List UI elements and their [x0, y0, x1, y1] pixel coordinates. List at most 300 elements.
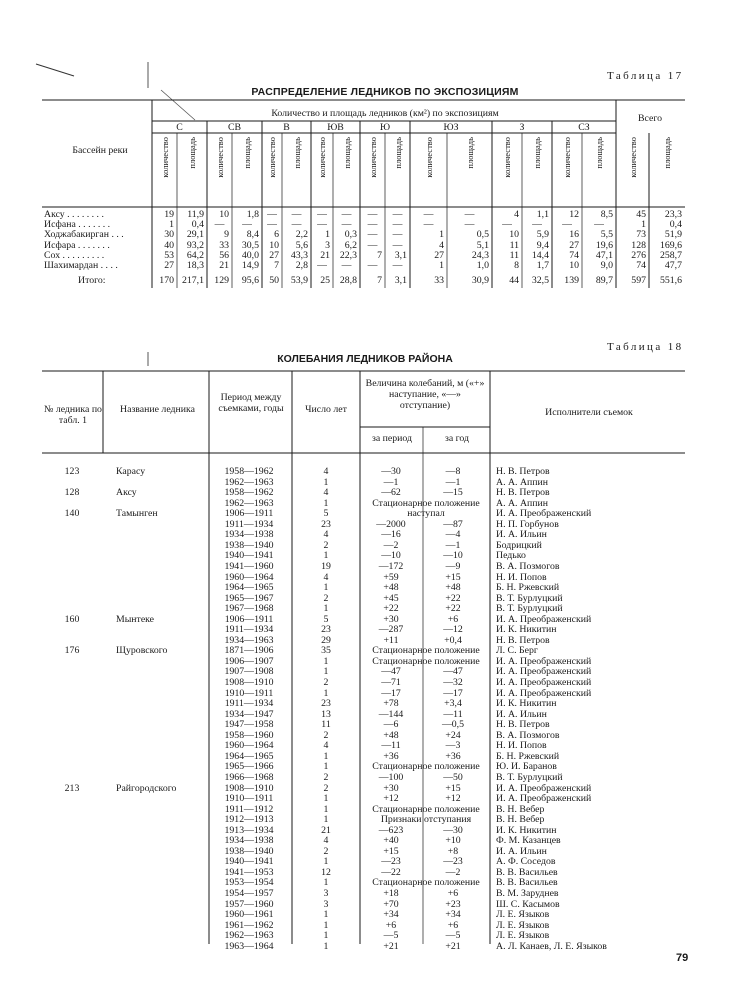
- cell-value: —: [267, 209, 277, 220]
- table17-basin-header: Бассейн реки: [72, 145, 128, 156]
- years-count: 11: [321, 719, 331, 731]
- cell-value: 10: [509, 229, 519, 241]
- basin-name: Исфана . . . . . . .: [44, 219, 111, 231]
- table-row: [0, 720, 729, 731]
- years-count: 1: [323, 687, 329, 699]
- years-count: 12: [321, 866, 331, 878]
- cell-value: 28,8: [339, 275, 357, 286]
- surveyor-name: И. А. Ильин: [496, 708, 547, 720]
- area-subheader: площадь: [594, 137, 604, 169]
- surveyor-name: Н. П. Горбунов: [496, 518, 559, 530]
- surveyor-name: А. А. Аппин: [496, 497, 548, 509]
- survey-period: 1940—1941: [224, 550, 274, 562]
- survey-period: 1958—1960: [224, 729, 274, 741]
- exposure-header-4: Ю: [379, 122, 391, 133]
- survey-period: 1967—1968: [224, 603, 274, 615]
- cell-value: —: [242, 219, 252, 231]
- cell-value: 7: [274, 260, 279, 271]
- survey-period: 1938—1940: [224, 539, 274, 551]
- cell-value: 1,1: [536, 209, 549, 220]
- years-count: 1: [323, 655, 329, 667]
- years-count: 1: [323, 930, 329, 942]
- years-count: 2: [323, 771, 329, 783]
- table-row: [0, 583, 729, 594]
- survey-period: 1907—1908: [224, 666, 274, 678]
- cell-value: 27: [269, 249, 279, 261]
- table-row: [0, 573, 729, 584]
- years-count: 1: [323, 550, 329, 562]
- table-row: [0, 868, 729, 879]
- change-per-period: —144: [378, 708, 404, 720]
- surveyor-name: В. В. Васильев: [496, 866, 558, 878]
- table-row: [0, 499, 729, 510]
- years-count: 19: [321, 560, 331, 572]
- change-per-year: —47: [443, 666, 463, 678]
- cell-value: —: [291, 209, 302, 220]
- surveyor-name: И. А. Преображенский: [496, 793, 592, 805]
- change-per-period: —172: [378, 560, 404, 572]
- survey-period: 1947—1958: [224, 719, 274, 731]
- survey-period: 1962—1963: [224, 497, 274, 509]
- change-per-period: —100: [378, 771, 404, 783]
- cell-value: 47,1: [595, 249, 613, 261]
- cell-value: —: [317, 219, 327, 231]
- cell-value: —: [341, 219, 352, 231]
- survey-period: 1911—1934: [224, 624, 274, 636]
- table18-surveyors-header: Исполнители съемок: [545, 407, 633, 418]
- table-row: [0, 773, 729, 784]
- cell-value: 7: [377, 249, 382, 261]
- change-per-period: +11: [383, 634, 399, 646]
- span-note: Стационарное положение: [372, 645, 480, 657]
- table-row: [0, 699, 729, 710]
- years-count: 1: [323, 582, 329, 594]
- cell-value: —: [423, 219, 434, 231]
- change-per-period: +6: [385, 919, 397, 931]
- years-count: 5: [323, 613, 329, 625]
- change-per-period: —10: [381, 550, 401, 562]
- change-per-period: —6: [383, 719, 399, 731]
- area-subheader: площадь: [291, 137, 302, 169]
- surveyor-name: Л. С. Берг: [496, 645, 538, 657]
- change-per-year: +6: [447, 888, 459, 899]
- surveyor-name: Л. Е. Языков: [496, 930, 550, 942]
- change-per-period: —1: [383, 476, 399, 488]
- span-note: Стационарное положение: [372, 497, 480, 509]
- surveyor-name: В. Н. Вебер: [496, 814, 545, 826]
- cell-value: 23,3: [664, 209, 682, 220]
- surveyor-name: Б. Н. Ржевский: [496, 750, 560, 762]
- surveyor-name: И. К. Никитин: [496, 624, 557, 636]
- change-per-year: —50: [443, 771, 463, 783]
- table-row: [0, 931, 729, 942]
- span-note: Стационарное положение: [372, 803, 480, 815]
- cell-value: 11,9: [187, 209, 204, 220]
- change-per-period: +18: [383, 888, 399, 899]
- survey-period: 1960—1961: [224, 909, 274, 921]
- count-subheader: количество: [159, 137, 170, 178]
- cell-value: 19: [164, 209, 174, 220]
- table-row: [0, 625, 729, 636]
- change-per-year: —12: [443, 624, 463, 636]
- surveyor-name: В. Н. Вебер: [496, 803, 545, 815]
- table18-per-year-header: за год: [444, 433, 470, 444]
- cell-value: —: [464, 219, 475, 231]
- surveyor-name: И. А. Преображенский: [496, 613, 592, 625]
- surveyor-name: Ю. И. Баранов: [496, 761, 557, 773]
- years-count: 1: [323, 814, 329, 826]
- surveyor-name: Л. Е. Языков: [496, 909, 550, 921]
- surveyor-name: И. А. Преображенский: [496, 655, 592, 667]
- years-count: 1: [323, 476, 329, 488]
- count-subheader: количество: [317, 137, 327, 178]
- cell-value: —: [317, 209, 327, 220]
- surveyor-name: Н. И. Попов: [496, 740, 547, 752]
- change-per-year: —23: [443, 856, 463, 868]
- change-per-year: +15: [445, 782, 461, 794]
- change-per-year: +12: [445, 793, 461, 805]
- span-note: Стационарное положение: [372, 655, 480, 667]
- surveyor-name: В. В. Васильев: [496, 877, 558, 889]
- cell-value: 40: [164, 239, 174, 251]
- years-count: 2: [323, 845, 329, 857]
- change-per-period: —2: [383, 539, 399, 551]
- span-note: Стационарное положение: [372, 877, 480, 889]
- table-row: [0, 594, 729, 605]
- years-count: 1: [323, 603, 329, 615]
- glacier-name: Аксу: [116, 487, 137, 499]
- years-count: 2: [323, 592, 329, 604]
- cell-value: —: [367, 229, 378, 241]
- glacier-number: 140: [64, 508, 80, 520]
- survey-period: 1906—1911: [224, 613, 274, 625]
- change-per-year: —9: [445, 560, 461, 572]
- basin-name: Исфара . . . . . . .: [44, 239, 110, 251]
- exposure-header-2: В: [283, 122, 290, 133]
- table18-num-header: № ледника по табл. 1: [44, 404, 102, 426]
- count-subheader: количество: [627, 137, 638, 178]
- cell-value: 50: [269, 275, 279, 286]
- cell-value: —: [392, 260, 403, 271]
- table18-per-period-header: за период: [371, 433, 412, 444]
- surveyor-name: Б. Н. Ржевский: [496, 582, 560, 594]
- surveyor-name: И. К. Никитин: [496, 698, 557, 710]
- glacier-name: Тамынген: [116, 508, 158, 520]
- table-row: [0, 467, 729, 478]
- cell-value: 33: [219, 239, 229, 251]
- cell-value: —: [291, 219, 302, 231]
- years-count: 23: [321, 698, 331, 710]
- change-per-year: —1: [445, 476, 461, 488]
- cell-value: 0,4: [191, 219, 204, 231]
- change-per-period: +59: [383, 571, 399, 583]
- change-per-period: —17: [381, 687, 401, 699]
- survey-period: 1954—1957: [224, 888, 274, 899]
- table18-period-header: Период между съемками, годы: [218, 392, 284, 414]
- exposure-header-7: СЗ: [578, 122, 590, 133]
- table-row: [0, 794, 729, 805]
- change-per-period: —47: [381, 666, 401, 678]
- table-row: [0, 678, 729, 689]
- table-row: [0, 741, 729, 752]
- survey-period: 1957—1960: [224, 898, 274, 910]
- years-count: 1: [323, 761, 329, 773]
- change-per-year: +34: [445, 909, 461, 921]
- change-per-year: —11: [443, 708, 463, 720]
- years-count: 35: [321, 645, 331, 657]
- table-row: [0, 900, 729, 911]
- change-per-period: —23: [381, 856, 401, 868]
- change-per-year: +6: [447, 613, 459, 625]
- years-count: 1: [323, 750, 329, 762]
- cell-value: —: [562, 219, 572, 231]
- survey-period: 1908—1910: [224, 677, 274, 688]
- change-per-year: —15: [443, 487, 463, 499]
- survey-period: 1965—1967: [224, 592, 274, 604]
- change-per-period: —623: [378, 824, 404, 836]
- cell-value: 5,9: [536, 229, 549, 241]
- cell-value: 5,1: [476, 239, 489, 251]
- years-count: 29: [321, 634, 331, 646]
- cell-value: —: [392, 219, 403, 231]
- table18-years-header: Число лет: [305, 404, 347, 415]
- change-per-year: +8: [447, 845, 459, 857]
- change-per-year: —0,5: [441, 719, 465, 731]
- table-row: [0, 942, 729, 953]
- cell-value: 27: [164, 260, 174, 271]
- survey-period: 1960—1964: [224, 740, 274, 752]
- survey-period: 1934—1938: [224, 835, 274, 847]
- glacier-number: 123: [64, 466, 80, 477]
- cell-value: —: [267, 219, 277, 231]
- change-per-year: —10: [443, 550, 463, 562]
- cell-value: 0,4: [669, 219, 682, 231]
- table-row: [0, 488, 729, 499]
- count-subheader: количество: [214, 137, 225, 178]
- table-row: [0, 878, 729, 889]
- cell-value: 11: [509, 249, 519, 261]
- area-subheader: площадь: [662, 137, 672, 169]
- survey-period: 1913—1934: [224, 824, 274, 836]
- years-count: 4: [323, 740, 329, 752]
- cell-value: 89,7: [595, 275, 613, 286]
- cell-value: 14,4: [531, 249, 549, 261]
- cell-value: 93,2: [186, 239, 204, 251]
- span-note: Признаки отступания: [380, 814, 472, 826]
- surveyor-name: Н. И. Попов: [496, 571, 547, 583]
- years-count: 4: [323, 466, 329, 477]
- survey-period: 1961—1962: [224, 919, 274, 931]
- change-per-year: +3,4: [444, 698, 462, 710]
- surveyor-name: И. А. Преображенский: [496, 677, 592, 688]
- exposure-header-3: ЮВ: [327, 122, 344, 133]
- survey-period: 1964—1965: [224, 750, 274, 762]
- cell-value: 21: [320, 249, 330, 261]
- survey-period: 1962—1963: [224, 476, 274, 488]
- change-per-period: —62: [381, 487, 401, 499]
- cell-value: 129: [214, 275, 229, 286]
- survey-period: 1911—1934: [224, 698, 274, 710]
- years-count: 1: [323, 856, 329, 868]
- years-count: 1: [323, 877, 329, 889]
- survey-period: 1958—1962: [224, 466, 274, 477]
- years-count: 1: [323, 909, 329, 921]
- area-subheader: площадь: [464, 137, 475, 169]
- survey-period: 1911—1934: [224, 518, 274, 530]
- cell-value: 10: [269, 239, 279, 251]
- count-subheader: количество: [367, 137, 378, 178]
- years-count: 4: [323, 529, 329, 541]
- years-count: 4: [323, 487, 329, 499]
- change-per-period: —71: [381, 677, 401, 688]
- survey-period: 1906—1907: [224, 655, 274, 667]
- survey-period: 1941—1960: [224, 560, 274, 572]
- survey-period: 1871—1906: [224, 645, 274, 657]
- years-count: 23: [321, 624, 331, 636]
- cell-value: 14,9: [241, 260, 259, 271]
- survey-period: 1934—1938: [224, 529, 274, 541]
- exposure-header-1: СВ: [227, 122, 242, 133]
- table-row: [0, 710, 729, 721]
- cell-value: 5,6: [295, 239, 308, 251]
- cell-value: 56: [219, 249, 229, 261]
- change-per-period: +48: [383, 582, 399, 594]
- cell-value: —: [594, 219, 604, 231]
- table17-label: Таблица 17: [607, 70, 684, 82]
- cell-value: 74: [569, 249, 579, 261]
- years-count: 2: [323, 729, 329, 741]
- count-subheader: количество: [423, 137, 434, 178]
- cell-value: 29,1: [186, 229, 204, 241]
- table-row: [0, 636, 729, 647]
- cell-value: 8,5: [600, 209, 613, 220]
- change-per-year: —5: [445, 930, 461, 942]
- cell-value: 24,3: [471, 249, 489, 261]
- change-per-year: —3: [445, 740, 461, 752]
- years-count: 1: [323, 919, 329, 931]
- surveyor-name: В. А. Позмогов: [496, 560, 560, 572]
- cell-value: 95,6: [241, 275, 259, 286]
- survey-period: 1958—1962: [224, 487, 274, 499]
- table18-label: Таблица 18: [607, 341, 684, 353]
- survey-period: 1940—1941: [224, 856, 274, 868]
- cell-value: —: [392, 209, 403, 220]
- change-per-year: +15: [445, 571, 461, 583]
- table-row: [0, 541, 729, 552]
- glacier-name: Райгородского: [116, 782, 177, 794]
- cell-value: —: [464, 209, 475, 220]
- table17-total-header: Всего: [637, 113, 663, 124]
- survey-period: 1911—1912: [224, 803, 274, 815]
- cell-value: 30,5: [241, 239, 259, 251]
- cell-value: 1: [325, 229, 330, 241]
- cell-value: 11: [509, 239, 519, 251]
- years-count: 1: [323, 793, 329, 805]
- surveyor-name: В. А. Позмогов: [496, 729, 560, 741]
- cell-value: 1,8: [246, 209, 259, 220]
- table-row: [0, 667, 729, 678]
- surveyor-name: И. А. Преображенский: [496, 687, 592, 699]
- area-subheader: площадь: [532, 137, 542, 169]
- surveyor-name: Ф. М. Казанцев: [496, 835, 561, 847]
- change-per-year: —1: [445, 539, 461, 551]
- change-per-period: +30: [383, 613, 399, 625]
- count-subheader: количество: [562, 137, 572, 178]
- cell-value: —: [367, 260, 378, 271]
- cell-value: 30: [164, 229, 174, 241]
- glacier-name: Щуровского: [116, 645, 168, 657]
- survey-period: 1938—1940: [224, 845, 274, 857]
- change-per-period: +36: [383, 750, 399, 762]
- years-count: 2: [323, 677, 329, 688]
- cell-value: 1: [169, 219, 174, 231]
- table-row: [0, 836, 729, 847]
- surveyor-name: И. К. Никитин: [496, 824, 557, 836]
- cell-value: 44: [509, 275, 519, 286]
- change-per-period: +40: [383, 835, 399, 847]
- cell-value: 47,7: [664, 260, 682, 271]
- surveyor-name: В. Т. Бурлуцкий: [496, 771, 563, 783]
- cell-value: 22,3: [339, 249, 357, 261]
- cell-value: 2,2: [295, 229, 308, 241]
- cell-value: 4: [439, 239, 444, 251]
- change-per-period: +22: [383, 603, 399, 615]
- years-count: 4: [323, 571, 329, 583]
- cell-value: 1: [641, 219, 646, 231]
- cell-value: —: [317, 260, 327, 271]
- cell-value: 6,2: [344, 239, 357, 251]
- cell-value: 6: [274, 229, 279, 241]
- cell-value: 25: [320, 275, 330, 286]
- cell-value: —: [392, 229, 403, 241]
- basin-name: Сох . . . . . . . . .: [44, 249, 105, 261]
- cell-value: —: [367, 239, 378, 251]
- exposure-header-0: С: [176, 122, 183, 133]
- table-row: [0, 752, 729, 763]
- table-row: [0, 889, 729, 900]
- table-row: [0, 646, 729, 657]
- cell-value: 170: [159, 275, 174, 286]
- survey-period: 1906—1911: [224, 508, 274, 520]
- cell-value: 217,1: [181, 275, 204, 286]
- cell-value: 9,4: [536, 239, 549, 251]
- cell-value: 10: [219, 209, 229, 220]
- survey-period: 1953—1954: [224, 877, 274, 889]
- change-per-year: +23: [445, 898, 461, 910]
- exposure-header-6: З: [519, 122, 525, 133]
- table18-name-header: Название ледника: [120, 404, 195, 415]
- cell-value: —: [392, 239, 403, 251]
- years-count: 2: [323, 539, 329, 551]
- cell-value: 276: [631, 249, 646, 261]
- cell-value: 12: [569, 209, 579, 220]
- cell-value: 45: [636, 209, 646, 220]
- page-number: 79: [676, 952, 689, 964]
- cell-value: 53,9: [290, 275, 308, 286]
- glacier-number: 128: [64, 487, 80, 499]
- change-per-year: +48: [445, 582, 461, 594]
- surveyor-name: Л. Е. Языков: [496, 919, 550, 931]
- table17-title: РАСПРЕДЕЛЕНИЕ ЛЕДНИКОВ ПО ЭКСПОЗИЦИЯМ: [251, 86, 519, 98]
- cell-value: 551,6: [659, 275, 682, 286]
- glacier-name: Мынтеке: [116, 613, 155, 625]
- survey-period: 1908—1910: [224, 782, 274, 794]
- count-subheader: количество: [267, 137, 277, 178]
- survey-period: 1965—1966: [224, 761, 274, 773]
- survey-period: 1934—1947: [224, 708, 274, 720]
- cell-value: 10: [569, 260, 579, 271]
- change-per-year: +10: [445, 835, 461, 847]
